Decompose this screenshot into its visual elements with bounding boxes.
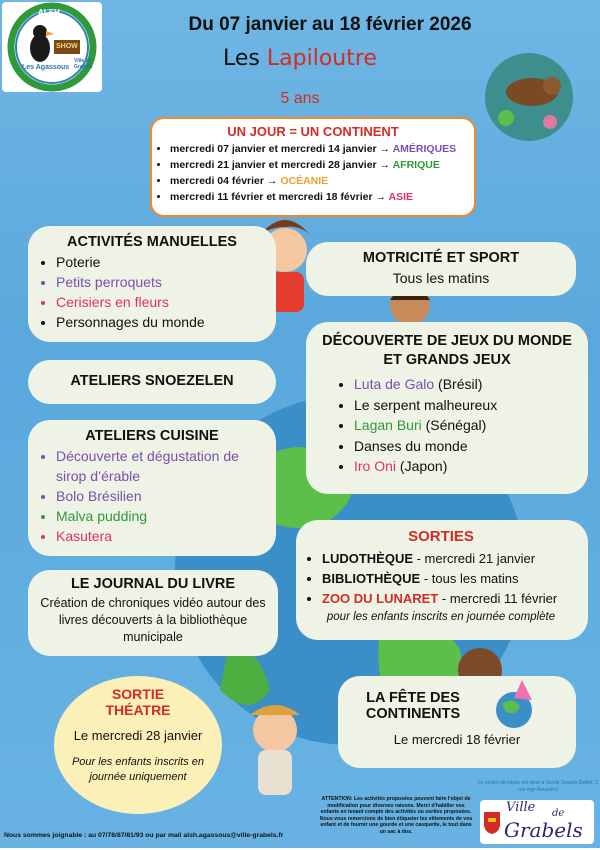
snoezelen-title: ATELIERS SNOEZELEN [70, 373, 234, 389]
manuelles-list [38, 252, 266, 332]
logo-name-text: Les Agassous [22, 64, 70, 71]
jeux-name: Iro Oni [354, 458, 397, 474]
arrow-icon: → [375, 191, 386, 203]
sorties-detail: - mercredi 21 janvier [413, 551, 536, 566]
continent-dates: mercredi 21 janvier et mercredi 28 janvier [170, 159, 377, 171]
motricite-box [306, 242, 576, 296]
child-body [258, 750, 292, 795]
jeux-title-1: DÉCOUVERTE DE JEUX DU MONDE [322, 333, 572, 349]
manuelles-box [28, 226, 276, 342]
jeux-country: (Sénégal) [421, 417, 487, 433]
cuisine-item: • Kasutera [56, 526, 266, 546]
footer-attention: ATTENTION: Les activités proposées peuvent faire l'objet de modification pour diverses raisons. Merci d'habiller vos enfants en tenant compte des activités ou sorties proposées. Nous vous remercions de bien étiqueter les vêtements de vos enfant et de fournir une gourde et une casquette, le tout dans un sac à dos. [319, 796, 473, 835]
sorties-detail: - mercredi 11 février [438, 591, 558, 606]
continent-name: ASIE [388, 191, 414, 203]
sorties-note: pour les enfants inscrits en journée complète [326, 611, 556, 623]
fete-title-1: LA FÊTE DES [366, 690, 460, 706]
theatre-date: Le mercredi 28 janvier [73, 728, 203, 743]
continent-name: OCÉANIE [280, 175, 329, 187]
arrow-icon: → [266, 175, 278, 187]
sorties-place: BIBLIOTHÈQUE [322, 571, 421, 586]
jeux-title-2: ET GRANDS JEUX [383, 352, 511, 368]
sorties-item [322, 569, 578, 589]
continent-name: AFRIQUE [392, 159, 440, 171]
arrow-icon: → [379, 159, 391, 171]
footer-contact: Nous sommes joignable : au 07/78/87/81/93 ou par mail alsh.agassous@ville-grabels.fr [4, 832, 284, 839]
globe-party-icon [488, 676, 544, 734]
motricite-subtitle: Tous les matins [392, 270, 490, 286]
logo-top-text: ALSH [38, 8, 60, 17]
grabels-shield-icon [482, 810, 502, 836]
ville-grabels-logo [480, 800, 594, 844]
sorties-item [322, 549, 578, 569]
continent-name: AMÉRIQUES [392, 143, 457, 155]
jeux-name: Le serpent malheureux [354, 396, 498, 413]
manuelles-item: • Petits perroquets [56, 272, 266, 292]
continent-dates: mercredi 11 février et mercredi 18 février [170, 191, 373, 203]
continent-item [170, 189, 474, 205]
grabels-word: Grabels [504, 818, 583, 842]
sorties-item [322, 589, 578, 609]
manuelles-title: ACTIVITÉS MANUELLES [67, 234, 237, 250]
continent-list [152, 141, 474, 205]
alsh-logo [2, 2, 102, 92]
jeux-list [316, 374, 578, 477]
cuisine-item: • Malva pudding [56, 506, 266, 526]
footer-location: Le centre de loisirs est situé à l'école Joseph Delteil, 2 rue mgr Rouvairel [478, 780, 598, 793]
jeux-item [354, 415, 578, 436]
theatre-title-1: SORTIE [111, 686, 165, 702]
date-range: Du 07 janvier au 18 février 2026 [188, 14, 472, 35]
continent-item [170, 173, 474, 189]
journal-title: LE JOURNAL DU LIVRE [70, 576, 236, 592]
continent-dates: mercredi 07 janvier et mercredi 14 janvier [170, 143, 377, 155]
cuisine-item: • Bolo Brésilien [56, 486, 266, 506]
continent-box [150, 117, 476, 217]
continent-dates: mercredi 04 février [170, 175, 264, 187]
jeux-name: Lagan Buri [354, 417, 422, 433]
jeux-item [354, 456, 578, 477]
cuisine-title: ATELIERS CUISINE [85, 428, 219, 444]
jeux-item [354, 395, 578, 416]
fete-title-2: CONTINENTS [365, 706, 461, 722]
group-title [150, 46, 450, 71]
title-name: Lapiloutre [266, 46, 377, 71]
jeux-box [306, 322, 588, 494]
jeux-name: Luta de Galo [354, 376, 435, 392]
age-label: 5 ans [280, 90, 320, 107]
sorties-box [296, 520, 588, 640]
sorties-list [304, 549, 578, 609]
arrow-icon: → [379, 143, 391, 155]
jeux-country: (Brésil) [434, 376, 483, 392]
motricite-title: MOTRICITÉ ET SPORT [362, 250, 520, 266]
sorties-place: ZOO DU LUNARET [322, 591, 439, 606]
title-les: Les [223, 46, 260, 71]
journal-box [28, 570, 278, 656]
logo-side-text: Ville de Grabels [74, 58, 93, 70]
cuisine-item: • Découverte et dégustation de sirop d’érable [56, 446, 266, 486]
jeux-country: (Japon) [396, 458, 448, 474]
continent-item [170, 157, 474, 173]
fete-box [338, 676, 576, 768]
manuelles-item: • Personnages du monde [56, 312, 266, 332]
journal-text: Création de chroniques vidéo autour des livres découverts à la bibliothèque municipale [40, 596, 266, 644]
sorties-title: SORTIES [408, 528, 474, 545]
manuelles-item: • Cerisiers en fleurs [56, 292, 266, 312]
theatre-note: Pour les enfants inscrits en journée uniquement [71, 756, 205, 783]
snoezelen-box [28, 360, 276, 404]
theatre-bubble [54, 676, 222, 814]
manuelles-item: • Poterie [56, 252, 266, 272]
fete-date: Le mercredi 18 février [393, 732, 521, 747]
ville-word: Ville [506, 800, 536, 815]
sorties-place: LUDOTHÈQUE [322, 551, 413, 566]
jeux-item [354, 374, 578, 395]
cuisine-box [28, 420, 276, 556]
continent-item [170, 141, 474, 157]
logo-sign-text: SHOW [56, 43, 78, 50]
sorties-detail: - tous les matins [420, 571, 519, 586]
continent-title: UN JOUR = UN CONTINENT [227, 124, 399, 139]
jeux-item [354, 436, 578, 457]
theatre-title-2: THÉATRE [105, 702, 171, 718]
cuisine-list [38, 446, 266, 546]
otter-illustration [484, 52, 574, 142]
de-word: de [552, 808, 565, 819]
jeux-name: Danses du monde [354, 437, 468, 454]
